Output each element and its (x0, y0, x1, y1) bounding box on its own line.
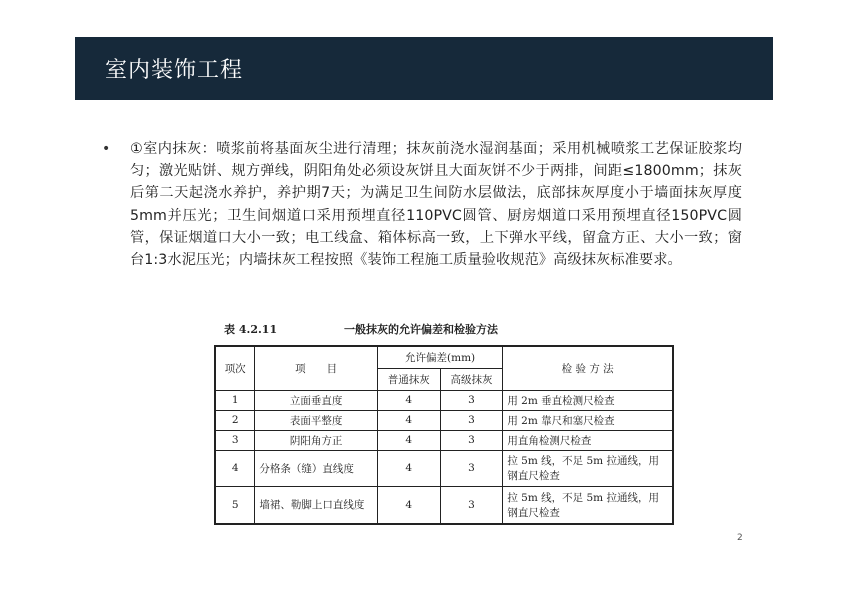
cell-item: 立面垂直度 (255, 390, 378, 410)
cell-method: 用 2m 靠尺和塞尺检查 (503, 410, 673, 430)
cell-method: 用直角检测尺检查 (503, 430, 673, 450)
table-row (215, 430, 673, 450)
cell-advanced: 3 (440, 450, 503, 486)
cell-index: 4 (215, 450, 255, 486)
cell-method: 拉 5m 线，不足 5m 拉通线，用钢直尺检查 (503, 486, 673, 524)
header-index: 项次 (215, 346, 255, 390)
cell-advanced: 3 (440, 390, 503, 410)
table-row (215, 450, 673, 486)
cell-index: 2 (215, 410, 255, 430)
cell-advanced: 3 (440, 410, 503, 430)
table-caption-number: 表 4.2.11 (224, 323, 278, 336)
cell-method: 用 2m 垂直检测尺检查 (503, 390, 673, 410)
cell-item: 表面平整度 (255, 410, 378, 430)
cell-normal: 4 (377, 450, 440, 486)
header-method: 检 验 方 法 (503, 346, 673, 390)
page-title: 室内装饰工程 (105, 58, 244, 83)
header-normal: 普通抹灰 (377, 368, 440, 390)
header-allowed: 允许偏差(mm) (377, 346, 502, 368)
cell-index: 3 (215, 430, 255, 450)
tolerance-table (214, 345, 674, 525)
cell-normal: 4 (377, 410, 440, 430)
cell-advanced: 3 (440, 486, 503, 524)
cell-item: 阴阳角方正 (255, 430, 378, 450)
table-caption-title: 一般抹灰的允许偏差和检验方法 (344, 323, 498, 336)
page-number: 2 (737, 533, 743, 543)
bullet-icon: • (102, 141, 111, 157)
bullet-paragraph (102, 138, 742, 271)
header-advanced: 高级抹灰 (440, 368, 503, 390)
cell-index: 1 (215, 390, 255, 410)
cell-advanced: 3 (440, 430, 503, 450)
table-row (215, 410, 673, 430)
title-bar (75, 37, 773, 100)
cell-method: 拉 5m 线，不足 5m 拉通线，用钢直尺检查 (503, 450, 673, 486)
bullet-text: ①室内抹灰：喷浆前将基面灰尘进行清理；抹灰前浇水湿润基面；采用机械喷浆工艺保证胶浆均匀；激光贴饼、规方弹线，阴阳角处必须设灰饼且大面灰饼不少于两排，间距≤1800mm；抹灰后第二天起浇水养护，养护期7天；为满足卫生间防水层做法，底部抹灰厚度小于墙面抹灰厚度5mm并压光；卫生间烟道口采用预埋直径110PVC圆管、厨房烟道口采用预埋直径150PVC圆管，保证烟道口大小一致；电工线盒、箱体标高一致，上下弹水平线，留盒方正、大小一致；窗台1:3水泥压光；内墙抹灰工程按照《装饰工程施工质量验收规范》高级抹灰标准要求。 (130, 141, 742, 269)
cell-normal: 4 (377, 390, 440, 410)
cell-item: 分格条（缝）直线度 (255, 450, 378, 486)
header-item: 项 目 (255, 346, 378, 390)
table-row (215, 390, 673, 410)
cell-normal: 4 (377, 430, 440, 450)
table-row (215, 486, 673, 524)
table-header-row (215, 346, 673, 368)
cell-item: 墙裙、勒脚上口直线度 (255, 486, 378, 524)
cell-normal: 4 (377, 486, 440, 524)
cell-index: 5 (215, 486, 255, 524)
